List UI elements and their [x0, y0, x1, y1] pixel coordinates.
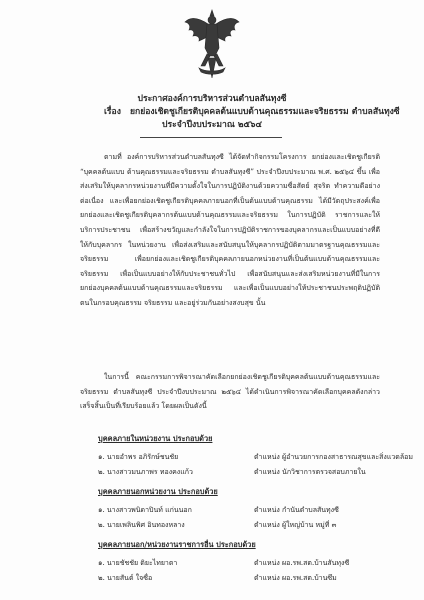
announcement-org: ประกาศองค์การบริหารส่วนตำบลสันทุงซี	[137, 94, 287, 104]
person-position: ตำแหน่ง ผู้อำนวยการกองสาธารณสุขและสิ่งแวดล้อม	[254, 453, 413, 461]
person-position: ตำแหน่ง ผอ.รพ.สต.บ้านซึม	[254, 574, 337, 582]
person-name: ๑. นางสาวพนิดาปินท์ แก่นนอก	[98, 506, 192, 514]
person-position: ตำแหน่ง ผอ.รพ.สต.บ้านสันทุงซี	[254, 559, 350, 567]
person-position: ตำแหน่ง นักวิชาการตรวจสอบภายใน	[254, 468, 366, 476]
person-name: ๒. นายสันต์ ใจซื่อ	[98, 574, 153, 582]
person-name: ๒. นายเพลินพิศ อินทองหลาง	[98, 521, 185, 529]
subject-label: เรื่อง	[104, 107, 121, 117]
subject-text: ยกย่องเชิดชูเกียรติบุคคลต้นแบบด้านคุณธรรมและจริยธรรม ตำบลสันทุงซี	[130, 107, 400, 117]
body-paragraph-2: ในการนี้ คณะกรรมการพิจารณาคัดเลือกยกย่องเชิดชูเกียรติบุคคลต้นแบบด้านคุณธรรมและจริยธรรม ตำบลสันทุงซี ประจำปีงบประมาณ ๒๕๖๔ ได้ดำเนินการพิจารณาคัดเลือกบุคคลดังกล่าว เสร็จสิ้นเป็นที่เรียบร้อยแล้ว โดยผลเป็นดังนี้	[80, 373, 380, 411]
person-position: ตำแหน่ง กำนันตำบลสันทุงซี	[254, 506, 339, 514]
announcement-subject	[104, 107, 400, 118]
body-paragraph-1: ตามที่ องค์การบริหารส่วนตำบลสันทุงซี ได้จัดทำกิจกรรมโครงการ ยกย่องและเชิดชูเกียรติ “บุคคลต้นแบบ ด้านคุณธรรมและจริยธรรม ตำบลสันทุงซี” ประจำปีงบประมาณ พ.ศ. ๒๕๖๔ ขึ้น เพื่อส่งเสริมให้บุคลากรหน่วยงานที่มีความตั้งใจในการปฏิบัติงานด้วยความซื่อสัตย์ สุจริต ทำความดีอย่างต่อเนื่อง และเพื่อยกย่องเชิดชูเกียรติบุคคลภายนอกที่เป็นต้นแบบด้านคุณธรรม ได้มีวัตถุประสงค์เพื่อยกย่องและเชิดชูเกียรติบุคลากรต้นแบบด้านคุณธรรมและจริยธรรม ในการปฏิบัติ ราชการและให้บริการประชาชน เพื่อสร้างขวัญและกำลังใจในการปฏิบัติราชการของบุคลากรและเป็นแบบอย่างที่ดีให้กับบุคลากร ในหน่วยงาน เพื่อส่งเสริมและสนับสนุนให้บุคลากรปฏิบัติตามมาตรฐานคุณธรรมและจริยธรรม เพื่อยกย่องและเชิดชูเกียรติบุคคลภายนอกหน่วยงานที่เป็นต้นแบบด้านคุณธรรมและจริยธรรม เพื่อเป็นแบบอย่างให้กับประชาชนทั่วไป เพื่อสนับสนุนและส่งเสริมหน่วยงานที่มีในการยกย่องบุคคลต้นแบบด้านคุณธรรมและจริยธรรม และเพื่อเป็นแบบอย่างให้ประชาชนประพฤติปฏิบัติตนในกรอบคุณธรรม จริยธรรม และอยู่ร่วมกันอย่างสงบสุข นั้น	[80, 153, 380, 307]
group-title-external: บุคคลภายนอกหน่วยงาน ประกอบด้วย	[98, 487, 218, 496]
person-name: ๑. นายอำพร อภิรักษ์ชนชัย	[98, 453, 179, 461]
divider	[140, 137, 282, 138]
announcement-year: ประจำปีงบประมาณ ๒๕๖๔	[162, 120, 262, 130]
person-position: ตำแหน่ง ผู้ใหญ่บ้าน หมู่ที่ ๓	[254, 521, 337, 529]
group-title-other-agency: บุคคลภายนอก/หน่วยงานราชการอื่น ประกอบด้วย	[98, 540, 256, 549]
person-name: ๑. นายชัชชัย ติยะไทยาตา	[98, 559, 178, 567]
person-name: ๒. นางสาวมนภาพร ทองคงแก้ว	[98, 468, 193, 476]
group-title-internal: บุคคลภายในหน่วยงาน ประกอบด้วย	[98, 434, 213, 443]
garuda-emblem-icon	[183, 8, 241, 82]
